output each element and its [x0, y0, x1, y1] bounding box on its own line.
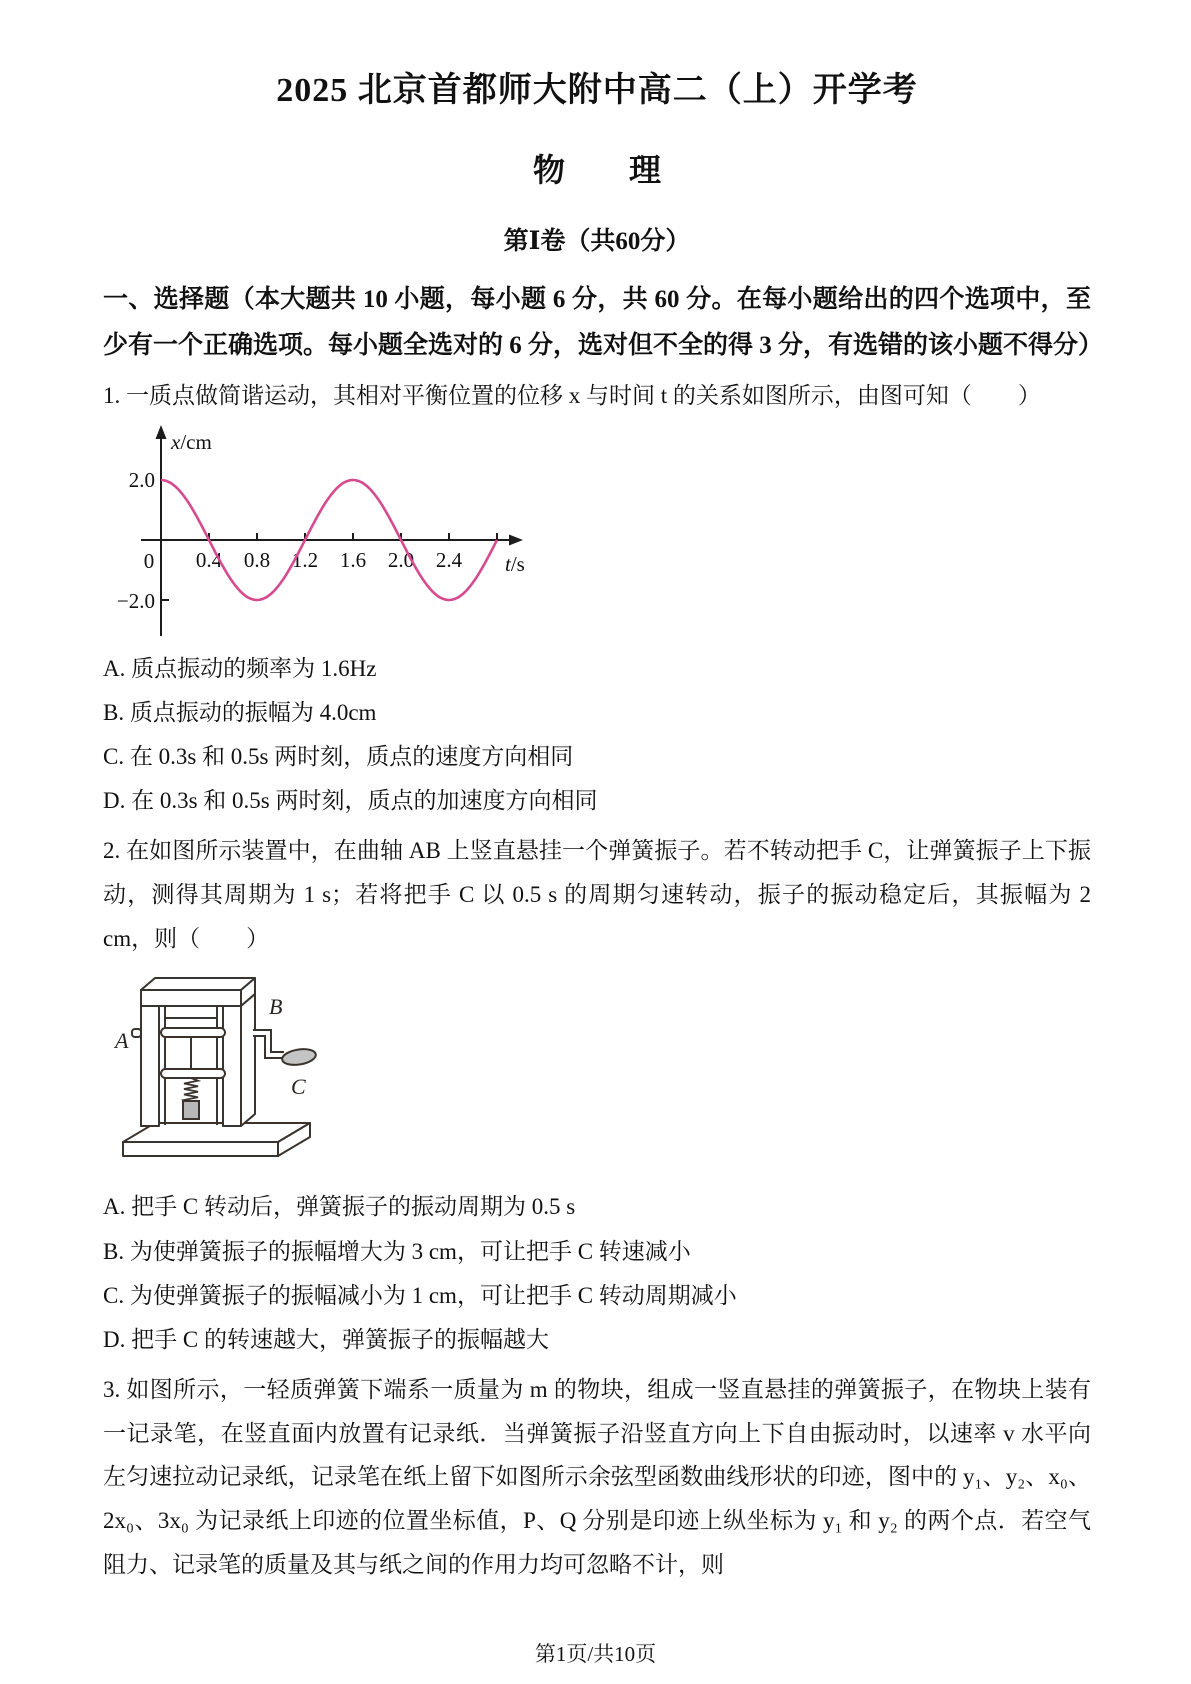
q1-option-a: A. 质点振动的频率为 1.6Hz	[103, 655, 377, 681]
y-axis-arrow-icon	[156, 425, 167, 439]
displacement-time-graph	[109, 422, 541, 640]
question-3-stem: 3. 如图所示，一轻质弹簧下端系一质量为 m 的物块，组成一竖直悬挂的弹簧振子，在物块上装有一记录笔，在竖直面内放置有记录纸．当弹簧振子沿竖直方向上下自由振动时，以速率 v 水平向左匀速拉动记录纸，记录笔在纸上留下如图所示余弦型函数曲线形状的印迹，图中的 y₁、y₂、x₀、2x₀、3x₀ 为记录纸上印迹的位置坐标值，P、Q 分别是印迹上纵坐标为 y₁ 和 y₂ 的两个点．若空气阻力、记录笔的质量及其与纸之间的作用力均可忽略不计，则	[103, 1377, 1091, 1577]
q1-option-d: D. 在 0.3s 和 0.5s 两时刻，质点的加速度方向相同	[103, 788, 598, 814]
x-axis-tick-label: 0.8	[243, 547, 271, 572]
question-2-figure	[103, 966, 1091, 1183]
x-axis-tick-label: 0.4	[195, 547, 223, 572]
crank-spring-apparatus	[103, 966, 338, 1178]
beam-front-face	[141, 990, 241, 1006]
label-c: C	[291, 1074, 306, 1100]
q1-option-c: C. 在 0.3s 和 0.5s 两时刻，质点的速度方向相同	[103, 744, 574, 769]
q2-option-d: D. 把手 C 的转速越大，弹簧振子的振幅越大	[103, 1326, 549, 1352]
beam-top-face	[141, 978, 255, 990]
crank-handle	[281, 1047, 317, 1067]
axes-group	[141, 434, 511, 636]
x-axis-title: t/s	[505, 551, 525, 576]
right-post-depth-face	[241, 994, 255, 1126]
q2-option-a: A. 把手 C 转动后，弹簧振子的振动周期为 0.5 s	[103, 1194, 576, 1220]
crossbar-lower	[161, 1069, 225, 1078]
page-number: 第1页/共10页	[534, 1642, 657, 1666]
q2-option-c: C. 为使弹簧振子的振幅减小为 1 cm，可让把手 C 转动周期减小	[103, 1282, 737, 1308]
subject-title: 物 理	[532, 152, 661, 188]
crossbar-upper	[161, 1028, 225, 1037]
question-1-figure	[109, 422, 1091, 645]
x-axis-ticks-group	[209, 533, 497, 540]
volume-header: 第Ⅰ卷（共60分）	[503, 228, 691, 255]
axle-peg-a	[132, 1029, 141, 1037]
q2-option-b: B. 为使弹簧振子的振幅增大为 3 cm，可让把手 C 转速减小	[103, 1238, 691, 1264]
left-post	[141, 1006, 159, 1126]
y-axis-title: x/cm	[171, 429, 212, 454]
section-instructions: 一、选择题（本大题共 10 小题，每小题 6 分，共 60 分。在每小题给出的四个选项中，至少有一个正确选项。每小题全选对的 6 分，选对但不全的得 3 分，有选错的该小题不得分）	[103, 286, 1104, 359]
x-axis-tick-labels-group	[196, 548, 463, 572]
x-axis-tick-label: 2.4	[435, 547, 463, 572]
question-2-stem: 2. 在如图所示装置中，在曲轴 AB 上竖直悬挂一个弹簧振子。若不转动把手 C，让弹簧振子上下振动，测得其周期为 1 s；若将把手 C 以 0.5 s 的周期匀速转动，振子的振动稳定后，其振幅为 2 cm，则（ ）	[103, 838, 1091, 951]
x-axis-tick-label: 2.0	[387, 547, 415, 572]
q1-option-b: B. 质点振动的振幅为 4.0cm	[103, 699, 377, 725]
y-min-tick-label: −2.0	[116, 588, 155, 613]
base-front-face	[123, 1142, 278, 1156]
y-max-tick-label: 2.0	[128, 467, 155, 492]
x-axis-tick-label: 1.6	[339, 547, 367, 572]
mass-block	[183, 1101, 199, 1119]
label-a: A	[115, 1028, 129, 1054]
spring-coil	[184, 1078, 198, 1103]
origin-label: 0	[143, 548, 155, 573]
label-b: B	[269, 994, 283, 1020]
right-post	[223, 1006, 241, 1126]
question-1-stem: 1. 一质点做简谐运动，其相对平衡位置的位移 x 与时间 t 的关系如图所示，由图可知（ ）	[103, 383, 1041, 408]
x-axis-tick-label: 1.2	[291, 547, 319, 572]
x-axis-arrow-icon	[509, 534, 523, 545]
page-title: 2025 北京首都师大附中高二（上）开学考	[276, 72, 918, 109]
